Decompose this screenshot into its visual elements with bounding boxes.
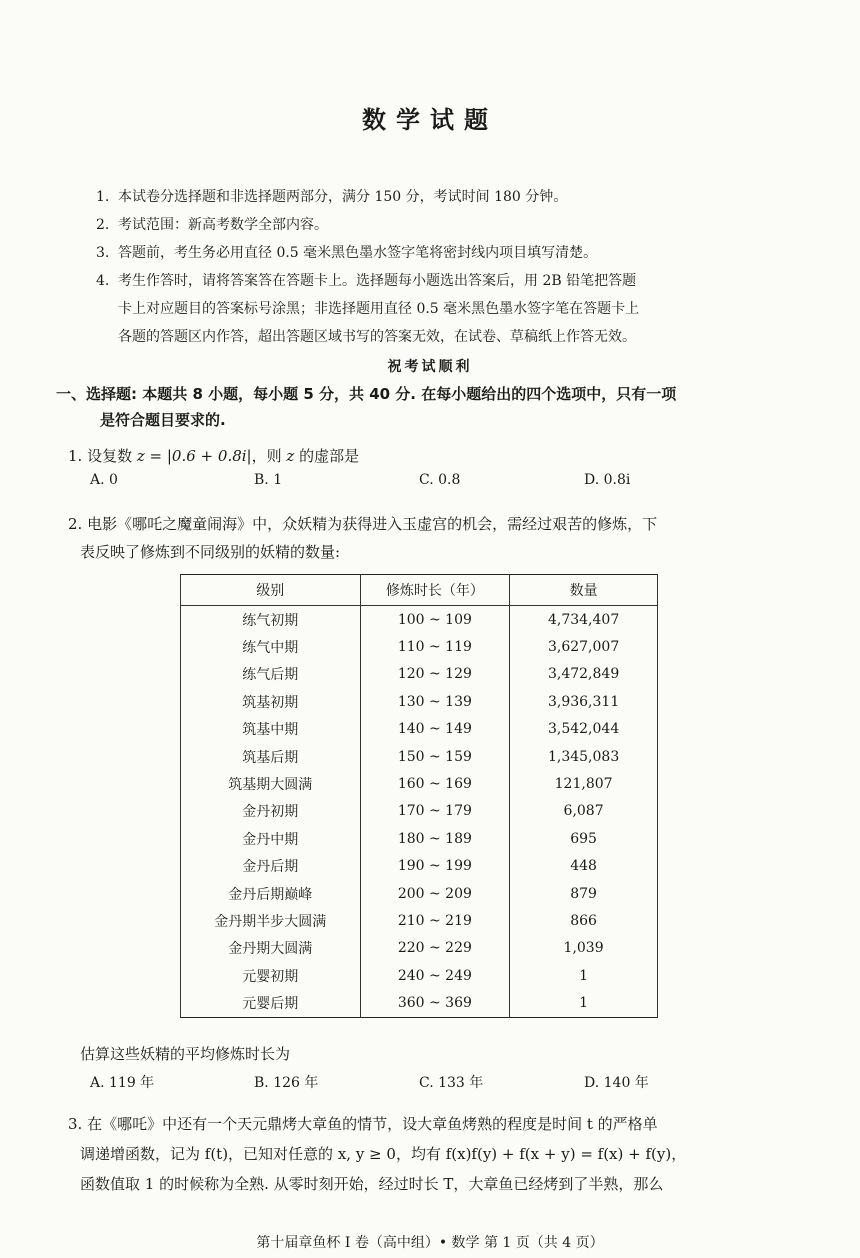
- cell-level: 金丹期大圆满: [181, 935, 361, 962]
- stem-text: ，则: [251, 447, 287, 465]
- stem-text: 在《哪吒》中还有一个天元鼎烤大章鱼的情节，设大章鱼烤熟的程度是时间 t 的严格单: [87, 1115, 658, 1133]
- cell-duration: 200 ~ 209: [360, 880, 510, 907]
- cell-level: 筑基后期: [181, 743, 361, 770]
- cell-count: 3,936,311: [510, 688, 658, 715]
- question-2-ask: 估算这些妖精的平均修炼时长为: [80, 1045, 291, 1063]
- cultivation-table: [180, 574, 658, 1018]
- notice-text: 答题前，考生务必用直径 0.5 毫米黑色墨水签字笔将密封线内项目填写清楚。: [118, 245, 598, 261]
- cell-duration: 160 ~ 169: [360, 770, 510, 797]
- question-3-stem: [68, 1110, 808, 1138]
- header-count: 数量: [510, 575, 658, 606]
- cell-level: 元婴后期: [181, 989, 361, 1017]
- cell-duration: 120 ~ 129: [360, 661, 510, 688]
- cell-count: 6,087: [510, 798, 658, 825]
- notice-4: [96, 267, 796, 295]
- cell-duration: 110 ~ 119: [360, 633, 510, 660]
- cell-level: 金丹中期: [181, 825, 361, 852]
- table-row: [181, 962, 658, 989]
- cell-count: 1: [510, 989, 658, 1017]
- cell-duration: 130 ~ 139: [360, 688, 510, 715]
- cell-count: 879: [510, 880, 658, 907]
- cell-duration: 140 ~ 149: [360, 716, 510, 743]
- cell-level: 金丹初期: [181, 798, 361, 825]
- header-level: 级别: [181, 575, 361, 606]
- cell-count: 3,472,849: [510, 661, 658, 688]
- formula: z = |0.6 + 0.8i|: [136, 447, 252, 465]
- notice-4-line-3: 各题的答题区内作答，超出答题区域书写的答案无效，在试卷、草稿纸上作答无效。: [118, 329, 636, 345]
- cell-count: 3,542,044: [510, 716, 658, 743]
- table-row: [181, 880, 658, 907]
- notice-2: [96, 211, 796, 239]
- cell-level: 筑基中期: [181, 716, 361, 743]
- notice-4-line-2: 卡上对应题目的答案标号涂黑；非选择题用直径 0.5 毫米黑色墨水签字笔在答题卡上: [118, 301, 640, 317]
- cell-count: 1: [510, 962, 658, 989]
- cell-count: 121,807: [510, 770, 658, 797]
- question-2-stem-cont: 表反映了修炼到不同级别的妖精的数量:: [80, 543, 341, 561]
- q1-option-a: A. 0: [90, 472, 118, 488]
- notice-text: 本试卷分选择题和非选择题两部分，满分 150 分，考试时间 180 分钟。: [118, 189, 568, 205]
- cell-level: 筑基期大圆满: [181, 770, 361, 797]
- table-row: [181, 716, 658, 743]
- table-row: [181, 989, 658, 1017]
- question-number: 3.: [68, 1115, 83, 1133]
- variable: z: [286, 447, 295, 465]
- cell-duration: 240 ~ 249: [360, 962, 510, 989]
- notice-number: 2.: [96, 217, 110, 233]
- question-3-stem-line-3: 函数值取 1 的时候称为全熟. 从零时刻开始，经过时长 T，大章鱼已经烤到了半熟，那么: [80, 1175, 664, 1193]
- cell-count: 448: [510, 853, 658, 880]
- table-row: [181, 935, 658, 962]
- page-title: 数学试题: [362, 106, 498, 134]
- cell-duration: 150 ~ 159: [360, 743, 510, 770]
- question-1-stem: [68, 442, 808, 470]
- q2-option-a: A. 119 年: [90, 1075, 155, 1091]
- notice-text: 考试范围：新高考数学全部内容。: [118, 217, 328, 233]
- q1-option-b: B. 1: [254, 472, 283, 488]
- cell-count: 3,627,007: [510, 633, 658, 660]
- cell-level: 练气后期: [181, 661, 361, 688]
- q2-option-d: D. 140 年: [584, 1075, 649, 1091]
- notice-text: 考生作答时，请将答案答在答题卡上。选择题每小题选出答案后，用 2B 铅笔把答题: [118, 273, 637, 289]
- cell-level: 金丹期半步大圆满: [181, 907, 361, 934]
- table-row: [181, 825, 658, 852]
- cell-count: 4,734,407: [510, 606, 658, 634]
- page-footer: 第十届章鱼杯 I 卷（高中组）• 数学 第 1 页（共 4 页）: [256, 1235, 604, 1251]
- cell-duration: 190 ~ 199: [360, 853, 510, 880]
- q2-option-c: C. 133 年: [419, 1075, 484, 1091]
- table-row: [181, 606, 658, 634]
- cell-duration: 100 ~ 109: [360, 606, 510, 634]
- section-1-heading: 一、选择题: 本题共 8 小题，每小题 5 分，共 40 分. 在每小题给出的四个选项中，只有一项: [56, 385, 677, 403]
- table-row: [181, 688, 658, 715]
- cell-count: 695: [510, 825, 658, 852]
- cell-level: 金丹后期巅峰: [181, 880, 361, 907]
- cell-level: 金丹后期: [181, 853, 361, 880]
- table-row: [181, 633, 658, 660]
- question-2-stem: [68, 510, 808, 538]
- notice-1: [96, 183, 796, 211]
- cell-duration: 220 ~ 229: [360, 935, 510, 962]
- table-row: [181, 798, 658, 825]
- table-row: [181, 853, 658, 880]
- notice-3: [96, 239, 796, 267]
- table-row: [181, 743, 658, 770]
- table-header-row: [181, 575, 658, 606]
- notice-number: 3.: [96, 245, 110, 261]
- cell-duration: 170 ~ 179: [360, 798, 510, 825]
- cell-count: 866: [510, 907, 658, 934]
- q2-option-b: B. 126 年: [254, 1075, 319, 1091]
- cell-count: 1,039: [510, 935, 658, 962]
- good-luck-heading: 祝考试顺利: [387, 359, 473, 375]
- stem-text: 设复数: [87, 447, 137, 465]
- cell-level: 筑基初期: [181, 688, 361, 715]
- question-number: 1.: [68, 447, 83, 465]
- header-duration: 修炼时长（年）: [360, 575, 510, 606]
- cell-level: 练气初期: [181, 606, 361, 634]
- stem-text: 的虚部是: [294, 447, 360, 465]
- q1-option-d: D. 0.8i: [584, 472, 631, 488]
- cell-duration: 360 ~ 369: [360, 989, 510, 1017]
- cell-duration: 210 ~ 219: [360, 907, 510, 934]
- q1-option-c: C. 0.8: [419, 472, 461, 488]
- cell-duration: 180 ~ 189: [360, 825, 510, 852]
- table-row: [181, 907, 658, 934]
- cell-level: 练气中期: [181, 633, 361, 660]
- notice-number: 4.: [96, 273, 110, 289]
- notice-number: 1.: [96, 189, 110, 205]
- cell-count: 1,345,083: [510, 743, 658, 770]
- table-row: [181, 661, 658, 688]
- cell-level: 元婴初期: [181, 962, 361, 989]
- table-row: [181, 770, 658, 797]
- question-number: 2.: [68, 515, 83, 533]
- section-1-heading-cont: 是符合题目要求的.: [100, 411, 226, 429]
- question-3-stem-line-2: 调递增函数，记为 f(t)，已知对任意的 x, y ≥ 0，均有 f(x)f(y) + f(x + y) = f(x) + f(y)，: [80, 1145, 687, 1163]
- stem-text: 电影《哪吒之魔童闹海》中，众妖精为获得进入玉虚宫的机会，需经过艰苦的修炼，下: [87, 515, 658, 533]
